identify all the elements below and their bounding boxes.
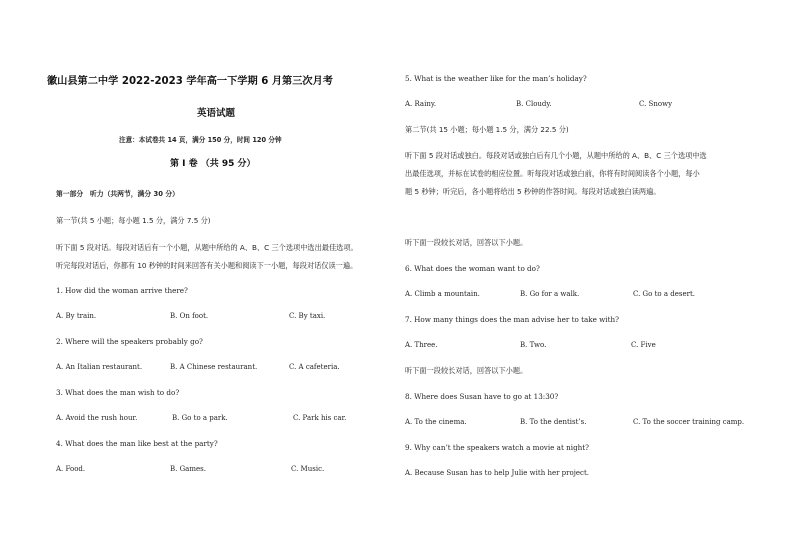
question-2: 2. Where will the speakers probably go? <box>56 337 203 346</box>
exam-title: 徽山县第二中学 2022-2023 学年高一下学期 6 月第三次月考 <box>47 76 333 87</box>
q3-option-a[interactable]: A. Avoid the rush hour. <box>56 414 138 422</box>
question-6: 6. What does the woman want to do? <box>405 264 540 273</box>
exam-note: 注意：本试卷共 14 页，满分 150 分，时间 120 分钟 <box>119 136 282 144</box>
q7-option-c[interactable]: C. Five <box>631 341 656 349</box>
q5-option-a[interactable]: A. Rainy. <box>405 100 437 108</box>
section1-instruction-line2: 听完每段对话后，你都有 10 秒钟的时间来回答有关小题和阅读下一小题，每段对话仅读一遍。 <box>56 261 358 270</box>
question-7: 7. How many things does the man advise her to take with? <box>405 315 619 324</box>
q6-option-b[interactable]: B. Go for a walk. <box>520 290 580 298</box>
q9-option-a[interactable]: A. Because Susan has to help Julie with her project. <box>405 469 589 477</box>
section2-instruction-line1: 听下面 5 段对话或独白。每段对话或独白后有几个小题，从题中所给的 A、B、C 三个选项中选 <box>405 151 707 160</box>
q4-option-c[interactable]: C. Music. <box>291 465 325 473</box>
q1-option-b[interactable]: B. On foot. <box>170 312 209 320</box>
q6-option-c[interactable]: C. Go to a desert. <box>633 290 695 298</box>
question-1: 1. How did the woman arrive there? <box>56 286 188 295</box>
q8-option-c[interactable]: C. To the soccer training camp. <box>633 418 745 426</box>
section2-instruction-line2: 出最佳选项，并标在试卷的相应位置。听每段对话或独白前，你将有时间阅读各个小题，每小 <box>405 169 700 178</box>
q1-option-a[interactable]: A. By train. <box>56 312 97 320</box>
question-5: 5. What is the weather like for the man’s holiday? <box>405 74 587 83</box>
question-9: 9. Why can’t the speakers watch a movie at night? <box>405 443 590 452</box>
question-3: 3. What does the man wish to do? <box>56 388 180 397</box>
exam-subtitle: 英语试题 <box>197 108 236 119</box>
listen-instruction-2: 听下面一段较长对话，回答以下小题。 <box>405 366 528 375</box>
section1-instruction-line1: 听下面 5 段对话。每段对话后有一个小题，从题中所给的 A、B、C 三个选项中选出最佳选项。 <box>56 243 358 252</box>
section2-heading: 第二节(共 15 小题；每小题 1.5 分，满分 22.5 分) <box>405 125 569 134</box>
q6-option-a[interactable]: A. Climb a mountain. <box>405 290 480 298</box>
q1-option-c[interactable]: C. By taxi. <box>289 312 326 320</box>
volume-heading: 第 I 卷 （共 95 分） <box>170 159 256 169</box>
q4-option-a[interactable]: A. Food. <box>56 465 86 473</box>
section1-heading: 第一节(共 5 小题；每小题 1.5 分，满分 7.5 分) <box>56 216 211 225</box>
question-4: 4. What does the man like best at the party? <box>56 439 218 448</box>
q2-option-b[interactable]: B. A Chinese restaurant. <box>170 363 258 371</box>
part1-heading: 第一部分 听力（共两节，满分 30 分） <box>56 190 179 198</box>
listen-instruction-1: 听下面一段较长对话，回答以下小题。 <box>405 238 528 247</box>
q2-option-a[interactable]: A. An Italian restaurant. <box>56 363 143 371</box>
section2-instruction-line3: 题 5 秒钟；听完后，各小题将给出 5 秒钟的作答时间。每段对话或独白读两遍。 <box>405 187 661 196</box>
q7-option-a[interactable]: A. Three. <box>405 341 438 349</box>
q2-option-c[interactable]: C. A cafeteria. <box>289 363 340 371</box>
question-8: 8. Where does Susan have to go at 13:30? <box>405 392 559 401</box>
q8-option-b[interactable]: B. To the dentist’s. <box>520 418 587 426</box>
q5-option-b[interactable]: B. Cloudy. <box>516 100 552 108</box>
q3-option-c[interactable]: C. Park his car. <box>293 414 347 422</box>
q3-option-b[interactable]: B. Go to a park. <box>172 414 228 422</box>
q4-option-b[interactable]: B. Games. <box>170 465 206 473</box>
q7-option-b[interactable]: B. Two. <box>520 341 547 349</box>
q5-option-c[interactable]: C. Snowy <box>639 100 673 108</box>
q8-option-a[interactable]: A. To the cinema. <box>405 418 467 426</box>
